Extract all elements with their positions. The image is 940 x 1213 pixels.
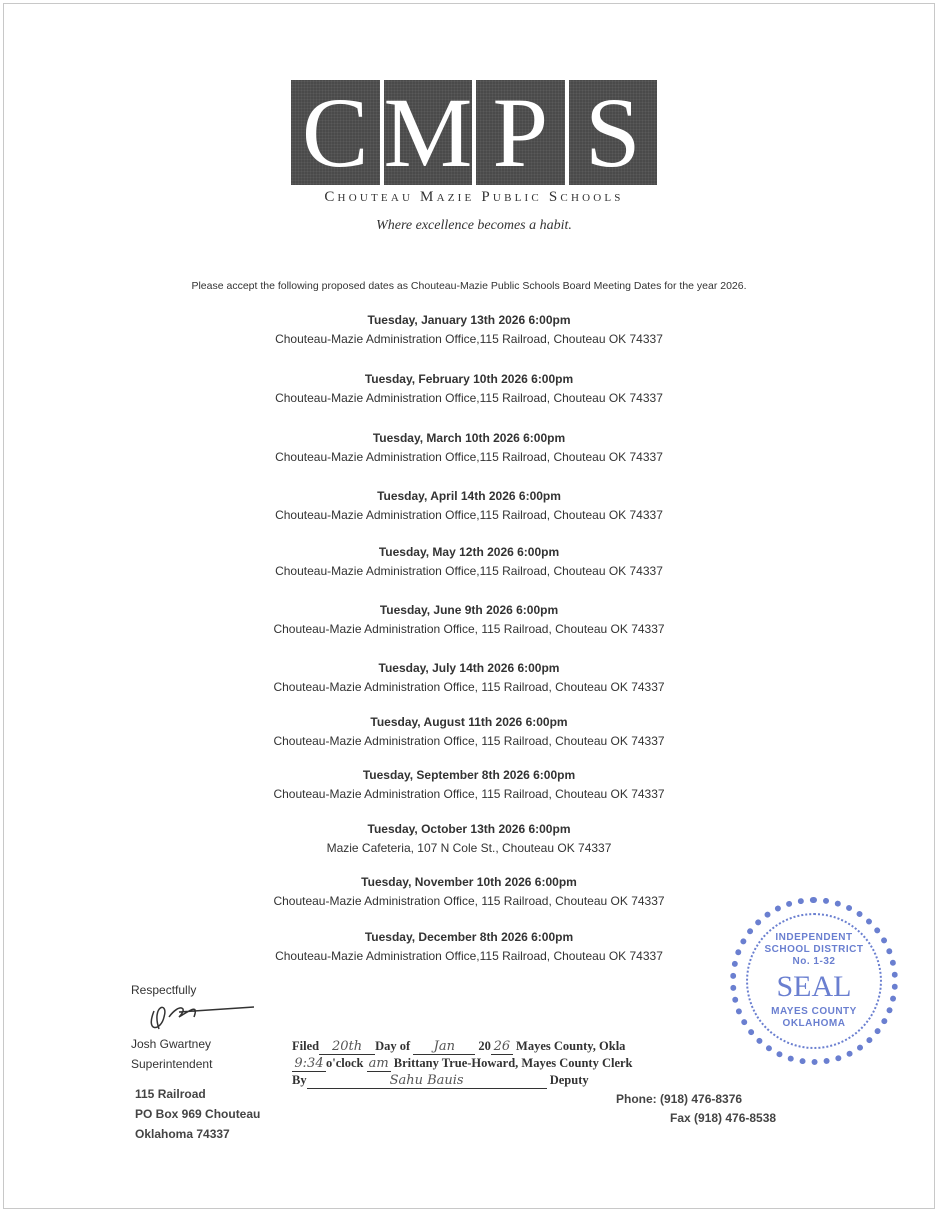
school-address xyxy=(135,1084,260,1144)
meeting-location: Chouteau-Mazie Administration Office,115 Railroad, Chouteau OK 74337 xyxy=(275,391,663,405)
oclock-label: o'clock xyxy=(326,1056,364,1070)
seal-inner-ring xyxy=(746,913,882,1049)
logo-letter: M xyxy=(383,80,472,185)
filed-month: Jan xyxy=(413,1039,475,1055)
meeting-location: Chouteau-Mazie Administration Office, 115 Railroad, Chouteau OK 74337 xyxy=(273,734,665,748)
seal-bottom-text: MAYES COUNTY OKLAHOMA xyxy=(771,1006,857,1029)
meeting-date: Tuesday, September 8th 2026 6:00pm xyxy=(362,768,576,782)
meeting-entry xyxy=(4,431,934,465)
logo-letter: S xyxy=(569,80,658,185)
meeting-location: Chouteau-Mazie Administration Office,115 Railroad, Chouteau OK 74337 xyxy=(275,564,663,578)
county-label: Mayes County, Okla xyxy=(516,1039,626,1053)
address-line: 115 Railroad xyxy=(135,1087,206,1101)
meeting-date: Tuesday, January 13th 2026 6:00pm xyxy=(367,313,571,327)
school-name: Chouteau Mazie Public Schools xyxy=(324,189,624,205)
deputy-signature: Sahu Bauis xyxy=(307,1073,547,1089)
meeting-date: Tuesday, April 14th 2026 6:00pm xyxy=(377,489,561,503)
meeting-entry xyxy=(4,372,934,406)
seal-center-text: SEAL xyxy=(776,970,852,1003)
meeting-location: Chouteau-Mazie Administration Office,115 Railroad, Chouteau OK 74337 xyxy=(275,450,663,464)
meeting-entry xyxy=(4,661,934,695)
meeting-entry xyxy=(4,489,934,523)
meeting-location: Chouteau-Mazie Administration Office, 115 Railroad, Chouteau OK 74337 xyxy=(273,680,665,694)
logo-letter: C xyxy=(291,80,380,185)
meeting-date: Tuesday, August 11th 2026 6:00pm xyxy=(370,715,568,729)
meeting-entry xyxy=(4,715,934,749)
meeting-location: Mazie Cafeteria, 107 N Cole St., Chouteau OK 74337 xyxy=(326,841,612,855)
deputy-label: Deputy xyxy=(549,1073,589,1087)
meeting-location: Chouteau-Mazie Administration Office, 115 Railroad, Chouteau OK 74337 xyxy=(273,787,665,801)
meeting-location: Chouteau-Mazie Administration Office,115 Railroad, Chouteau OK 74337 xyxy=(275,508,663,522)
meeting-date: Tuesday, November 10th 2026 6:00pm xyxy=(361,875,577,889)
year-prefix: 20 xyxy=(478,1039,491,1053)
meeting-location: Chouteau-Mazie Administration Office, 115 Railroad, Chouteau OK 74337 xyxy=(273,894,665,908)
address-line: PO Box 969 Chouteau xyxy=(135,1107,261,1121)
respectfully: Respectfully xyxy=(131,983,197,997)
filed-ampm: am xyxy=(368,1056,389,1071)
signer-name: Josh Gwartney xyxy=(131,1037,212,1051)
meeting-location: Chouteau-Mazie Administration Office, 115 Railroad, Chouteau OK 74337 xyxy=(273,622,665,636)
meeting-date: Tuesday, May 12th 2026 6:00pm xyxy=(378,545,560,559)
meeting-location: Chouteau-Mazie Administration Office,115 Railroad, Chouteau OK 74337 xyxy=(275,949,663,963)
filed-label: Filed xyxy=(292,1039,320,1053)
meeting-entry xyxy=(4,603,934,637)
meeting-entry xyxy=(4,545,934,579)
meeting-date: Tuesday, February 10th 2026 6:00pm xyxy=(364,372,574,386)
fax: Fax (918) 476-8538 xyxy=(670,1111,777,1125)
meeting-date: Tuesday, December 8th 2026 6:00pm xyxy=(364,930,574,944)
signature-image xyxy=(139,999,259,1033)
filing-stamp xyxy=(292,1038,633,1089)
address-line: Oklahoma 74337 xyxy=(135,1127,230,1141)
meeting-entry xyxy=(4,313,934,347)
meeting-date: Tuesday, July 14th 2026 6:00pm xyxy=(378,661,560,675)
meeting-location: Chouteau-Mazie Administration Office,115 Railroad, Chouteau OK 74337 xyxy=(275,332,663,346)
document-page xyxy=(3,3,935,1209)
cmps-logo xyxy=(291,80,657,185)
phone: Phone: (918) 476-8376 xyxy=(616,1092,743,1106)
by-label: By xyxy=(292,1073,307,1087)
tagline: Where excellence becomes a habit. xyxy=(376,218,572,233)
meeting-entry xyxy=(4,822,934,856)
signer-title: Superintendent xyxy=(131,1057,213,1071)
filed-day: 20th xyxy=(319,1039,375,1055)
district-seal xyxy=(730,897,898,1065)
meeting-date: Tuesday, March 10th 2026 6:00pm xyxy=(372,431,566,445)
meeting-date: Tuesday, June 9th 2026 6:00pm xyxy=(379,603,559,617)
seal-top-text: INDEPENDENT SCHOOL DISTRICT No. 1-32 xyxy=(764,932,864,967)
meeting-date: Tuesday, October 13th 2026 6:00pm xyxy=(367,822,571,836)
filed-time: 9:34 xyxy=(292,1056,326,1072)
logo-letter: P xyxy=(476,80,565,185)
intro-text: Please accept the following proposed dates as Chouteau-Mazie Public Schools Board Meeting Dates for the year 2026. xyxy=(191,280,747,292)
filed-year: 26 xyxy=(491,1039,513,1055)
day-of-label: Day of xyxy=(375,1039,411,1053)
clerk-name: Brittany True-Howard, Mayes County Clerk xyxy=(393,1056,633,1070)
meeting-entry xyxy=(4,768,934,802)
